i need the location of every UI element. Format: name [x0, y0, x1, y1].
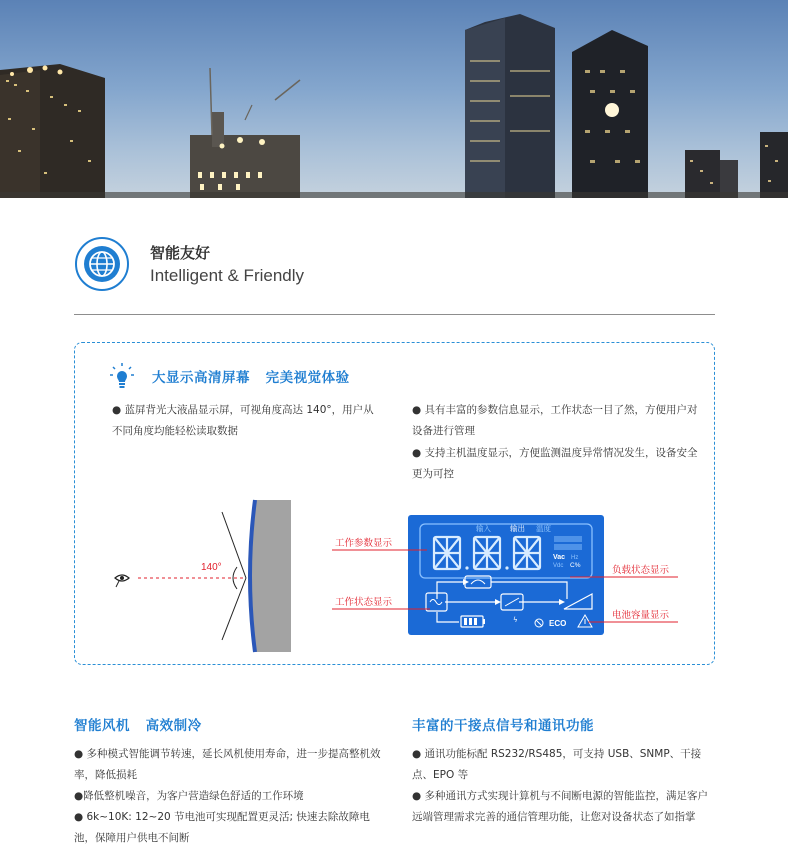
lightbulb-icon [110, 362, 134, 390]
display-feature-title: 大显示高清屏幕 完美视觉体验 [152, 370, 350, 386]
section-title: 智能友好 [150, 244, 211, 262]
lcd-unit-cpct: C% [570, 562, 581, 569]
city-skyline-image [0, 0, 788, 198]
lcd-tab-output: 输出 [510, 524, 525, 533]
section-subtitle: Intelligent & Friendly [150, 266, 305, 285]
lcd-tab-temp: 温度 [536, 524, 551, 533]
globe-icon [74, 236, 130, 292]
comm-bullets [412, 744, 718, 828]
fan-bullet-3: ● 6k~10K: 12~20 节电池可实现配置更灵活; 快速去除故障电池，保障用户供电不间断 [74, 811, 370, 844]
lcd-panel-diagram [330, 512, 690, 642]
lcd-tab-input: 输入 [476, 524, 491, 533]
callout-status: 工作状态显示 [335, 597, 393, 608]
callout-battery: 电池容量显示 [612, 610, 670, 621]
display-bullet-1: ● 蓝屏背光大液晶显示屏，可视角度高达 140°，用户从不同角度均能轻松读取数据 [112, 404, 374, 437]
divider [74, 314, 715, 315]
angle-label: 140° [201, 562, 222, 573]
viewing-angle-diagram [105, 495, 305, 655]
callout-load: 负载状态显示 [612, 565, 670, 576]
lcd-unit-vac: Vac [553, 554, 566, 561]
eye-icon [115, 575, 129, 587]
callout-params: 工作参数显示 [335, 538, 393, 549]
fan-bullet-1: ● 多种模式智能调节转速，延长风机使用寿命，进一步提高整机效率，降低损耗 [74, 748, 381, 781]
comm-bullet-1: ● 通讯功能标配 RS232/RS485，可支持 USB、SNMP、干接点、EPO 等 [412, 748, 702, 781]
hero-banner [0, 0, 788, 198]
lcd-unit-vdc: Vdc [553, 563, 564, 569]
lcd-eco-label: ECO [549, 619, 567, 628]
comm-bullet-2: ● 多种通讯方式实现计算机与不间断电源的智能监控，满足客户远端管理需求完善的通信管理功能，让您对设备状态了如指掌 [412, 790, 708, 823]
display-bullet-2: ● 具有丰富的参数信息显示，工作状态一目了然，方便用户对设备进行管理 [412, 404, 698, 437]
display-bullet-3: ● 支持主机温度显示，方便监测温度异常情况发生，设备安全更为可控 [412, 447, 698, 480]
fan-bullet-2: ●降低整机噪音，为客户营造绿色舒适的工作环境 [74, 790, 304, 802]
svg-text:ϟ: ϟ [513, 616, 518, 624]
comm-feature-title: 丰富的干接点信号和通讯功能 [412, 718, 594, 734]
fan-feature-title: 智能风机 高效制冷 [74, 718, 202, 734]
lcd-unit-hz: Hz [571, 555, 579, 561]
fan-bullets [74, 744, 384, 849]
